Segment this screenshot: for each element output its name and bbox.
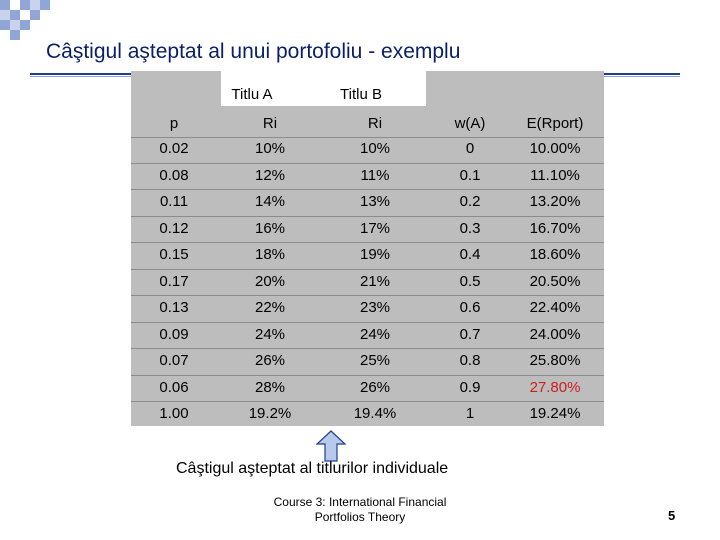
table-cell: 23% (359, 299, 391, 316)
table-cell: 0.09 (159, 325, 189, 343)
table-cell: 0.3 (459, 219, 481, 237)
row-divider (131, 375, 604, 376)
table-cell: 19% (359, 246, 391, 263)
footer-line-2: Portfolios Theory (314, 510, 406, 524)
slide-title: Câştigul aşteptat al unui portofoliu - exemplu (46, 40, 461, 63)
page-number: 5 (668, 508, 676, 523)
table-cell: 0.08 (159, 166, 189, 184)
table-cell: 0.17 (159, 272, 189, 290)
table-cell: 13% (359, 193, 391, 210)
row-divider (131, 401, 604, 402)
column-header-expected-return: E(Rport) (526, 115, 584, 132)
table-cell: 14% (254, 193, 286, 210)
table-cell: 0.2 (459, 193, 481, 210)
table-cell: 17% (359, 219, 391, 237)
column-header-p: p (169, 115, 179, 132)
column-header-weight: w(A) (454, 115, 486, 132)
table-cell: 0.06 (159, 378, 189, 396)
table-cell: 11.10% (530, 166, 580, 184)
table-cell: 1 (465, 405, 475, 422)
table-cell: 24% (254, 325, 286, 343)
table-cell: 24% (359, 325, 391, 343)
row-divider (131, 322, 604, 323)
row-divider (131, 216, 604, 217)
table-cell: 25.80% (529, 352, 581, 369)
row-divider (131, 348, 604, 349)
table-cell: 10% (359, 140, 391, 157)
table-cell: 0.12 (159, 219, 189, 237)
table-cell: 16% (254, 219, 286, 237)
table-cell: 0.5 (459, 272, 481, 290)
row-divider (131, 269, 604, 270)
table-cell: 0.6 (459, 299, 481, 316)
table-cell: 10% (254, 140, 286, 157)
footer (260, 495, 460, 525)
group-header-titlu-a: Titlu A (231, 86, 273, 103)
table-cell: 21% (359, 272, 391, 290)
table-cell: 13.20% (529, 193, 581, 210)
row-divider (131, 163, 604, 164)
caption: Câştigul aşteptat al titlurilor individuale (176, 460, 449, 477)
table-cell: 19.24% (529, 405, 581, 422)
table-cell: 24.00% (529, 325, 581, 343)
table-cell: 0.7 (459, 325, 481, 343)
table-cell: 0 (465, 140, 475, 157)
table-cell: 18.60% (529, 246, 581, 263)
table-cell: 19.2% (248, 405, 292, 422)
table-cell: 0.8 (459, 352, 481, 369)
table-cell: 0.1 (459, 166, 481, 184)
row-divider (131, 242, 604, 243)
table-cell: 0.02 (159, 140, 189, 157)
table-cell: 16.70% (529, 219, 581, 237)
table-cell: 22% (254, 299, 286, 316)
up-arrow-icon (316, 430, 346, 462)
table-cell: 1.00 (159, 405, 189, 422)
table-cell: 12% (254, 166, 286, 184)
table-cell: 18% (254, 246, 286, 263)
row-divider (131, 189, 604, 190)
table-cell: 27.80% (529, 378, 581, 396)
row-divider (131, 295, 604, 296)
table-cell: 20% (254, 272, 286, 290)
table-cell: 20.50% (529, 272, 581, 290)
table-cell: 0.4 (459, 246, 481, 263)
table-cell: 26% (359, 378, 391, 396)
table-cell: 10.00% (529, 140, 581, 157)
table-cell: 0.15 (159, 246, 189, 263)
table-cell: 0.9 (459, 378, 481, 396)
row-divider (131, 137, 604, 138)
table-cell: 11% (360, 166, 390, 184)
table-cell: 0.07 (159, 352, 189, 369)
table-cell: 0.11 (159, 193, 189, 210)
table-cell: 19.4% (353, 405, 397, 422)
column-header-ri-a: Ri (262, 115, 278, 132)
group-header-titlu-b: Titlu B (340, 86, 382, 103)
footer-line-1: Course 3: International Financial (273, 495, 447, 509)
table-cell: 28% (254, 378, 286, 396)
column-header-ri-b: Ri (367, 115, 383, 132)
table-cell: 22.40% (529, 299, 581, 316)
table-cell: 25% (359, 352, 391, 369)
table-cell: 26% (254, 352, 286, 369)
table-cell: 0.13 (159, 299, 189, 316)
